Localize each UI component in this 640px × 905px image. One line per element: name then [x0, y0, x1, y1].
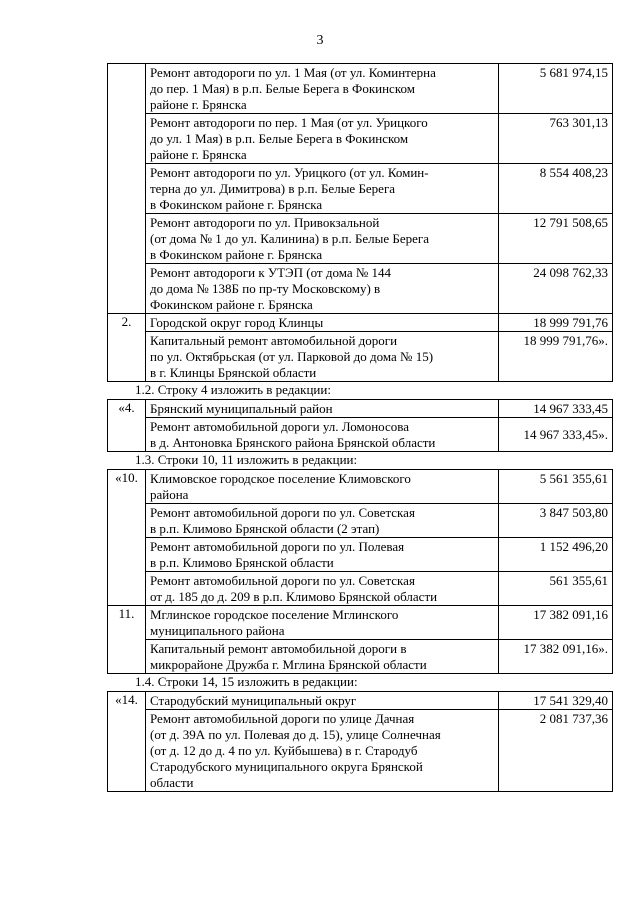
table-row — [108, 114, 613, 164]
budget-table — [107, 399, 613, 452]
row-amount: 5 561 355,61 — [499, 470, 613, 504]
row-description: Брянский муниципальный район — [146, 400, 499, 418]
row-number: 2. — [108, 314, 146, 332]
row-amount: 17 541 329,40 — [499, 692, 613, 710]
row-amount: 763 301,13 — [499, 114, 613, 164]
row-description: Ремонт автодороги к УТЭП (от дома № 144 до дома № 138Б по пр-ту Московскому) в Фокинском районе г. Брянска — [146, 264, 499, 314]
row-number — [108, 538, 146, 572]
row-number — [108, 332, 146, 382]
row-amount: 14 967 333,45». — [499, 418, 613, 452]
section-note: 1.2. Строку 4 изложить в редакции: — [135, 382, 331, 397]
row-description: Ремонт автодороги по ул. 1 Мая (от ул. Коминтерна до пер. 1 Мая) в р.п. Белые Берега в Фокинском районе г. Брянска — [146, 64, 499, 114]
row-number: «14. — [108, 692, 146, 710]
table-row — [108, 400, 613, 418]
table-row — [108, 640, 613, 674]
row-amount: 18 999 791,76 — [499, 314, 613, 332]
row-number — [108, 214, 146, 264]
row-description: Мглинское городское поселение Мглинского муниципального района — [146, 606, 499, 640]
row-description: Ремонт автомобильной дороги по улице Дачная (от д. 39А по ул. Полевая до д. 15), улице Солнечная (от д. 12 до д. 4 по ул. Куйбышева) в г. Стародуб Стародубского муниципального округа Брянской области — [146, 710, 499, 792]
row-number — [108, 572, 146, 606]
section-note: 1.3. Строки 10, 11 изложить в редакции: — [135, 452, 358, 467]
row-number — [108, 418, 146, 452]
table-row — [108, 470, 613, 504]
row-description: Ремонт автодороги по ул. Привокзальной (от дома № 1 до ул. Калинина) в р.п. Белые Берега в Фокинском районе г. Брянска — [146, 214, 499, 264]
row-amount: 1 152 496,20 — [499, 538, 613, 572]
row-amount: 18 999 791,76». — [499, 332, 613, 382]
row-amount: 3 847 503,80 — [499, 504, 613, 538]
table-row — [108, 164, 613, 214]
row-number: «4. — [108, 400, 146, 418]
row-number: 11. — [108, 606, 146, 640]
document-body — [107, 63, 612, 792]
table-row — [108, 606, 613, 640]
row-amount: 17 382 091,16». — [499, 640, 613, 674]
section-note: 1.4. Строки 14, 15 изложить в редакции: — [135, 674, 358, 689]
row-description: Климовское городское поселение Климовского района — [146, 470, 499, 504]
row-amount: 24 098 762,33 — [499, 264, 613, 314]
row-description: Капитальный ремонт автомобильной дороги в микрорайоне Дружба г. Мглина Брянской области — [146, 640, 499, 674]
row-description: Ремонт автомобильной дороги по ул. Полевая в р.п. Климово Брянской области — [146, 538, 499, 572]
row-number — [108, 504, 146, 538]
budget-table — [107, 691, 613, 792]
page-number: 3 — [316, 33, 324, 48]
row-description: Капитальный ремонт автомобильной дороги по ул. Октябрьская (от ул. Парковой до дома № 15) в г. Клинцы Брянской области — [146, 332, 499, 382]
row-amount: 17 382 091,16 — [499, 606, 613, 640]
row-number: «10. — [108, 470, 146, 504]
table-row — [108, 504, 613, 538]
row-number — [108, 264, 146, 314]
row-amount: 5 681 974,15 — [499, 64, 613, 114]
table-row — [108, 572, 613, 606]
row-description: Ремонт автомобильной дороги по ул. Советская в р.п. Климово Брянской области (2 этап) — [146, 504, 499, 538]
table-row — [108, 264, 613, 314]
row-amount: 14 967 333,45 — [499, 400, 613, 418]
row-description: Городской округ город Клинцы — [146, 314, 499, 332]
row-description: Ремонт автодороги по пер. 1 Мая (от ул. Урицкого до ул. 1 Мая) в р.п. Белые Берега в Фокинском районе г. Брянска — [146, 114, 499, 164]
table-row — [108, 64, 613, 114]
table-row — [108, 214, 613, 264]
row-number — [108, 164, 146, 214]
table-row — [108, 710, 613, 792]
row-number — [108, 640, 146, 674]
table-row — [108, 314, 613, 332]
row-description: Ремонт автомобильной дороги ул. Ломоносова в д. Антоновка Брянского района Брянской области — [146, 418, 499, 452]
row-number — [108, 64, 146, 114]
row-amount: 12 791 508,65 — [499, 214, 613, 264]
table-row — [108, 692, 613, 710]
row-number — [108, 710, 146, 792]
row-description: Стародубский муниципальный округ — [146, 692, 499, 710]
row-amount: 561 355,61 — [499, 572, 613, 606]
table-row — [108, 418, 613, 452]
row-description: Ремонт автодороги по ул. Урицкого (от ул. Комин- терна до ул. Димитрова) в р.п. Белые Берега в Фокинском районе г. Брянска — [146, 164, 499, 214]
row-number — [108, 114, 146, 164]
row-description: Ремонт автомобильной дороги по ул. Советская от д. 185 до д. 209 в р.п. Климово Брянской области — [146, 572, 499, 606]
row-amount: 2 081 737,36 — [499, 710, 613, 792]
table-row — [108, 332, 613, 382]
row-amount: 8 554 408,23 — [499, 164, 613, 214]
budget-table — [107, 63, 613, 382]
table-row — [108, 538, 613, 572]
budget-table — [107, 469, 613, 674]
